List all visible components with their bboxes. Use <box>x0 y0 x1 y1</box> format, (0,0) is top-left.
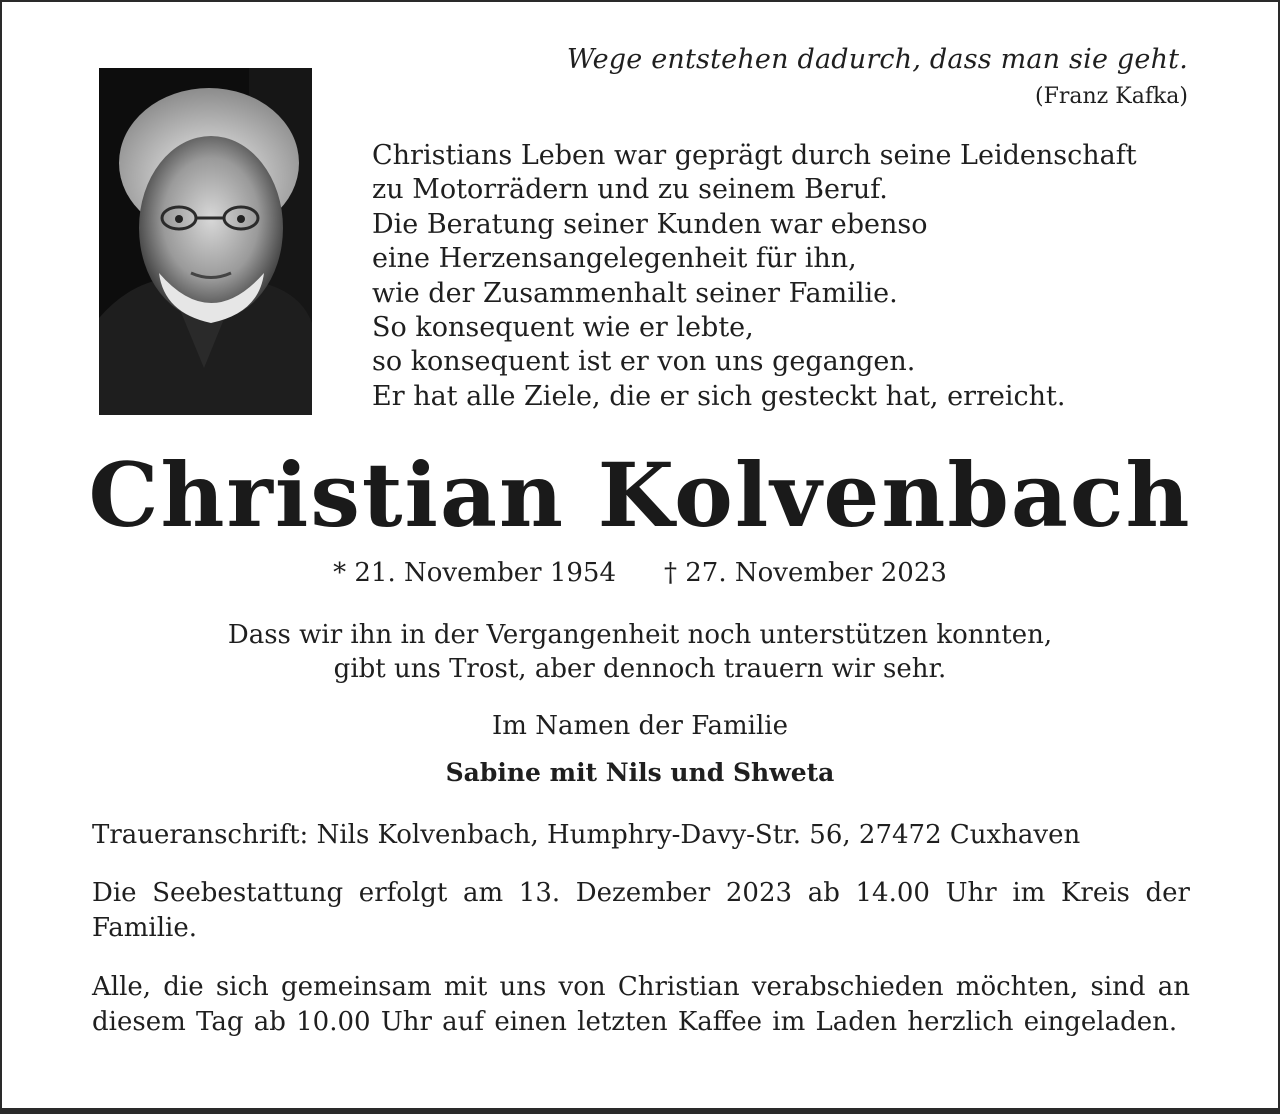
consolation-line: gibt uns Trost, aber dennoch trauern wir sehr. <box>333 654 947 684</box>
life-dates <box>2 555 1278 591</box>
consolation-text <box>2 618 1278 686</box>
mourning-address: Traueranschrift: Nils Kolvenbach, Humphry-Davy-Str. 56, 27472 Cuxhaven <box>92 820 1081 850</box>
tribute-line: eine Herzensangelegenheit für ihn, <box>372 243 857 275</box>
farewell-invitation: Alle, die sich gemeinsam mit uns von Christian verabschieden möchten, sind an diesem Tag ab 10.00 Uhr auf einen letzten Kaffee im Laden herzlich eingeladen. <box>92 972 1190 1037</box>
deceased-name: Christian Kolvenbach <box>88 443 1192 547</box>
burial-info: Die Seebestattung erfolgt am 13. Dezember 2023 ab 14.00 Uhr im Kreis der Familie. <box>92 878 1190 943</box>
family-names: Sabine mit Nils und Shweta <box>445 758 835 787</box>
portrait-image <box>99 68 312 415</box>
family-intro: Im Namen der Familie <box>492 711 788 741</box>
tribute-line: so konsequent ist er von uns gegangen. <box>372 346 916 378</box>
tribute-line: So konsequent wie er lebte, <box>372 312 754 344</box>
kafka-quote: Wege entstehen dadurch, dass man sie geht. <box>566 44 1188 75</box>
consolation-line: Dass wir ihn in der Vergangenheit noch unterstützen konnten, <box>227 620 1053 650</box>
tribute-line: zu Motorrädern und zu seinem Beruf. <box>372 174 888 206</box>
quote-author: (Franz Kafka) <box>1035 84 1188 109</box>
tribute-line: Er hat alle Ziele, die er sich gesteckt hat, erreicht. <box>372 380 1066 412</box>
portrait-photo <box>99 68 312 415</box>
tribute-line: Christians Leben war geprägt durch seine Leidenschaft <box>372 140 1137 171</box>
birth-date: * 21. November 1954 <box>333 558 616 588</box>
death-date: † 27. November 2023 <box>664 558 947 588</box>
tribute-text <box>372 139 1137 414</box>
tribute-line: Die Beratung seiner Kunden war ebenso <box>372 208 928 240</box>
tribute-line: wie der Zusammenhalt seiner Familie. <box>372 277 898 309</box>
